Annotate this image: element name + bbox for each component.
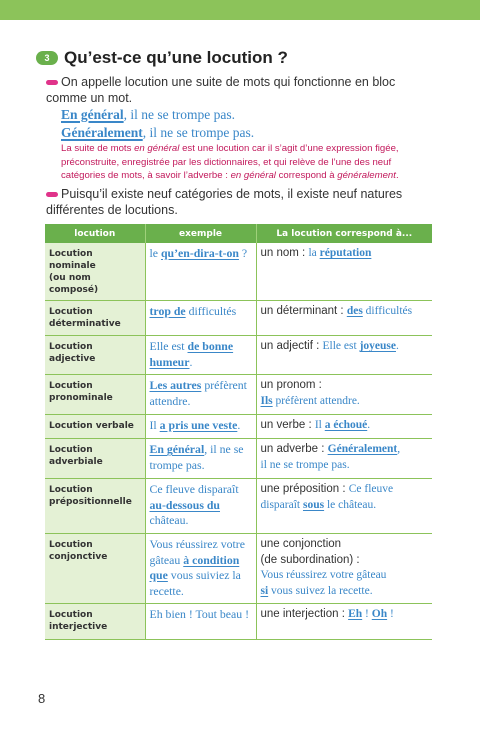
correspondence-text: . xyxy=(395,340,399,352)
correspondence-text: un adverbe : xyxy=(260,443,328,455)
header-correspond: La locution correspond à... xyxy=(256,224,432,243)
example-text: vous suiviez la recette. xyxy=(149,568,241,598)
example-cell xyxy=(145,243,256,301)
header-locution: locution xyxy=(45,224,145,243)
note-text-2: est une locution car il s’agit d’une expression figée, préconstruite, enregistrée par les dictionnaires, et qui relève de l’une des neuf catégories de mots, à savoir l’adverbe : xyxy=(61,143,399,181)
example-text: . xyxy=(237,418,241,432)
note-italic-3: généralement xyxy=(337,170,396,181)
second-paragraph xyxy=(46,186,446,218)
locution-type-line: pronominale xyxy=(49,393,113,403)
section-number-badge: 3 xyxy=(36,51,58,65)
example-2-rest: , il ne se trompe pas. xyxy=(142,125,255,140)
locution-type-line: Locution xyxy=(49,445,93,455)
equivalent-word: Oh xyxy=(371,608,388,620)
table-body xyxy=(45,243,432,640)
correspondence-text: une interjection : xyxy=(260,608,349,620)
locution-type-line: Locution xyxy=(49,540,93,550)
correspondence-cell xyxy=(256,301,432,336)
locution-type-line: (ou nom composé) xyxy=(49,273,99,295)
correspondence-text: (de subordination) : xyxy=(260,553,360,566)
explanation-note xyxy=(61,142,436,183)
example-1-rest: , il ne se trompe pas. xyxy=(123,107,235,122)
correspondence-text: vous suivez la recette. xyxy=(268,584,373,597)
correspondence-text: un pronom : xyxy=(260,379,322,391)
correspondence-cell xyxy=(256,439,432,479)
locution-type-line: conjonctive xyxy=(49,552,108,562)
section-heading xyxy=(36,48,288,68)
equivalent-word: a échoué xyxy=(324,419,368,431)
locution-type xyxy=(45,301,145,336)
correspondence-text: une préposition : xyxy=(260,483,349,495)
equivalent-word: joyeuse xyxy=(359,340,396,352)
correspondence-text: le château. xyxy=(324,498,377,511)
second-line-1: Puisqu’il existe neuf catégories de mots, il existe neuf natures xyxy=(61,187,403,201)
example-text: , il ne se trompe pas. xyxy=(149,442,244,472)
equivalent-word: Généralement xyxy=(327,443,398,455)
correspondence-cell xyxy=(256,604,432,640)
note-text-1: La suite de mots xyxy=(61,143,135,154)
locution-type xyxy=(45,336,145,375)
example-locution: trop de xyxy=(149,304,186,318)
table-row xyxy=(45,336,432,375)
example-cell xyxy=(145,336,256,375)
example-text: difficultés xyxy=(185,304,237,318)
correspondence-text: un déterminant : xyxy=(260,305,347,317)
table-row xyxy=(45,243,432,301)
locution-type-line: déterminative xyxy=(49,319,121,329)
locutions-table xyxy=(45,224,432,640)
example-cell xyxy=(145,415,256,439)
locution-type-line: adverbiale xyxy=(49,457,103,467)
table-row xyxy=(45,479,432,534)
note-italic-1: en général xyxy=(134,143,180,154)
correspondence-text: la xyxy=(308,247,320,259)
intro-line-1: On appelle locution une suite de mots qui fonctionne en bloc xyxy=(61,75,396,89)
locution-type xyxy=(45,479,145,534)
example-text: Eh bien ! Tout beau ! xyxy=(149,607,250,621)
locution-type xyxy=(45,534,145,604)
correspondence-text: un nom : xyxy=(260,247,309,259)
correspondence-cell xyxy=(256,336,432,375)
locution-type-line: Locution xyxy=(49,610,93,620)
intro-line-2: comme un mot. xyxy=(46,91,133,105)
correspondence-text: ! xyxy=(387,608,394,620)
example-cell xyxy=(145,479,256,534)
example-locution: qu’en-dira-t-on xyxy=(160,246,239,260)
bullet-icon xyxy=(46,192,58,197)
section-title: Qu’est-ce qu’une locution ? xyxy=(64,48,288,67)
example-text: Il xyxy=(149,418,160,432)
correspondence-text: un verbe : xyxy=(260,419,315,431)
correspondence-text: difficultés xyxy=(362,305,413,317)
correspondence-cell xyxy=(256,375,432,415)
locution-type xyxy=(45,243,145,301)
locution-type-line: Locution verbale xyxy=(49,421,134,431)
example-locution: de bonne humeur xyxy=(149,339,234,369)
example-text: préfèrent attendre. xyxy=(149,378,247,408)
example-1-locution: En général xyxy=(61,107,124,122)
locution-type xyxy=(45,415,145,439)
correspondence-text: préfèrent attendre. xyxy=(272,394,360,407)
locution-type xyxy=(45,375,145,415)
example-locution: Les autres xyxy=(149,378,202,392)
example-text: le xyxy=(149,246,161,260)
table-row xyxy=(45,375,432,415)
correspondence-text: Ce fleuve xyxy=(348,483,394,495)
equivalent-word: sous xyxy=(302,498,325,511)
header-exemple: exemple xyxy=(145,224,256,243)
example-text: Ce fleuve disparaît xyxy=(149,482,239,496)
example-cell xyxy=(145,439,256,479)
table-row xyxy=(45,604,432,640)
correspondence-text: il ne se trompe pas. xyxy=(260,458,350,471)
page-number: 8 xyxy=(38,691,46,706)
correspondence-text: disparaît xyxy=(260,498,303,511)
locution-type-line: interjective xyxy=(49,622,108,632)
correspondence-text: Vous réussirez votre gâteau xyxy=(260,569,387,581)
correspondence-text: Il xyxy=(314,419,325,431)
equivalent-word: Ils xyxy=(260,394,273,407)
note-text-4: . xyxy=(395,170,399,181)
note-text-3: correspond à xyxy=(275,170,338,181)
equivalent-word: réputation xyxy=(319,247,372,259)
locution-type-line: Locution xyxy=(49,381,93,391)
second-line-2: différentes de locutions. xyxy=(46,203,178,217)
locution-type-line: Locution adjective xyxy=(49,342,96,364)
intro-paragraph xyxy=(46,74,446,106)
example-locution: En général xyxy=(149,442,205,456)
example-sentence-2 xyxy=(61,125,254,141)
table-header-row xyxy=(45,224,432,243)
example-2-adverb: Généralement xyxy=(61,125,143,140)
example-locution: à condition que xyxy=(149,552,240,582)
example-cell xyxy=(145,604,256,640)
correspondence-cell xyxy=(256,415,432,439)
correspondence-text: Elle est xyxy=(322,340,360,352)
example-sentence-1 xyxy=(61,107,235,123)
locution-type-line: Locution xyxy=(49,307,93,317)
correspondence-text: un adjectif : xyxy=(260,340,323,352)
locution-type-line: Locution xyxy=(49,485,93,495)
note-italic-2: en général xyxy=(230,170,276,181)
correspondence-text: ! xyxy=(362,608,372,620)
correspondence-text: , xyxy=(397,443,401,455)
equivalent-word: Eh xyxy=(348,608,363,620)
locution-type-line: Locution nominale xyxy=(49,249,96,271)
top-color-bar xyxy=(0,0,480,20)
example-text: ? xyxy=(238,246,248,260)
correspondence-text: une conjonction xyxy=(260,538,342,550)
example-locution: au-dessous du xyxy=(149,497,220,512)
locution-type xyxy=(45,604,145,640)
example-text: . xyxy=(189,354,193,369)
correspondence-cell xyxy=(256,243,432,301)
table-row xyxy=(45,301,432,336)
example-text: Elle est xyxy=(149,339,188,353)
example-cell xyxy=(145,375,256,415)
table-row xyxy=(45,534,432,604)
correspondence-cell xyxy=(256,479,432,534)
example-text: Vous réussirez votre gâteau xyxy=(149,537,245,567)
equivalent-word: si xyxy=(260,584,269,597)
correspondence-text: . xyxy=(367,419,371,431)
equivalent-word: des xyxy=(346,305,363,317)
table-row xyxy=(45,415,432,439)
locution-type xyxy=(45,439,145,479)
locution-type-line: prépositionnelle xyxy=(49,497,132,507)
example-locution: a pris une veste xyxy=(159,418,238,432)
example-cell xyxy=(145,301,256,336)
bullet-icon xyxy=(46,80,58,85)
table-row xyxy=(45,439,432,479)
example-cell xyxy=(145,534,256,604)
correspondence-cell xyxy=(256,534,432,604)
example-text: château. xyxy=(149,513,189,527)
